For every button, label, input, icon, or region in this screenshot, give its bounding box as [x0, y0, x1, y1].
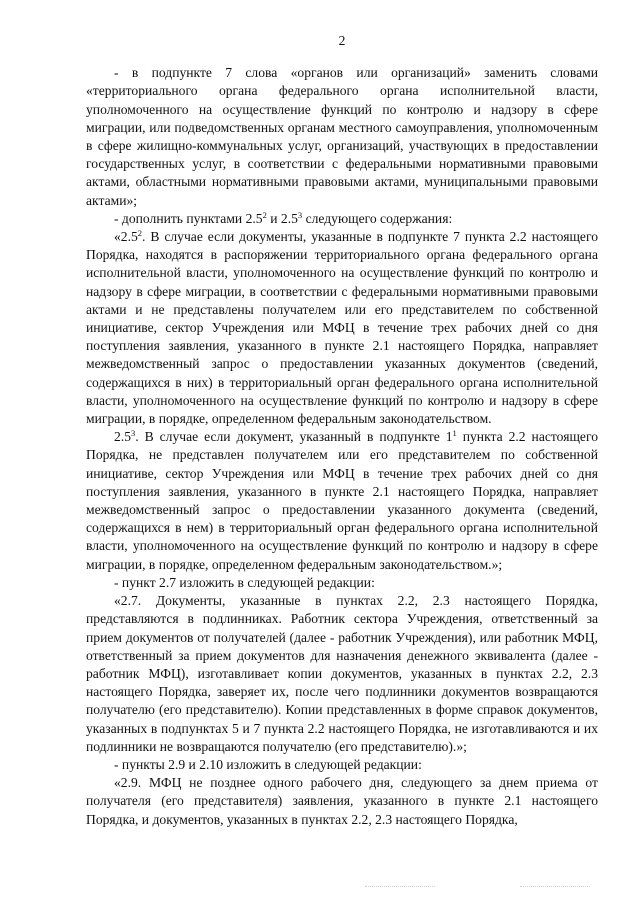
text-fragment: 2.5: [114, 429, 131, 445]
paragraph-point-2-9: «2.9. МФЦ не позднее одного рабочего дня, следующего за днем приема от получателя (его представителя) заявления, указанного в пункте 2.1 настоящего Порядка, и документов, указанных в пунктах 2.2, 2.3 настоящего Порядка,: [86, 775, 598, 827]
superscript: 2: [137, 228, 143, 239]
paragraph-point-2-5-2: [86, 228, 598, 428]
superscript: 2: [262, 209, 267, 220]
paragraph-points-2-9-2-10-intro: - пункты 2.9 и 2.10 изложить в следующей редакции:: [114, 756, 422, 772]
paragraph-subpoint-7: - в подпункте 7 слова «органов или организаций» заменить словами «территориального органа федерального органа исполнительной власти, уполномоченного на осуществление функций по контролю и надзору в сфере миграции, или подведомственных органам местного самоуправления, уполномоченным в сфере жилищно-коммунальных услуг, организаций, участвующих в предоставлении государственных услуг, в соответствии с федеральными нормативными правовыми актами, областными нормативными правовыми актами, муниципальными правовыми актами»;: [86, 65, 598, 208]
paragraph-add-points: [86, 210, 598, 228]
text-fragment: пункта 2.2 настоящего Порядка, не представлен получателем или его представителем по собственной инициативе, сектор Учреждения или МФЦ в течение трех рабочих дней со дня поступления заявления, указанного в пункте 2.1 настоящего Порядка, направляет межведомственный запрос о предоставлении указанного документа (сведений, содержащихся в нем) в территориальный орган федерального органа исполнительной власти, уполномоченного на осуществление функций по контролю и надзору в сфере миграции, в порядке, определенном федеральным законодательством.»;: [86, 429, 598, 572]
page-number: 2: [338, 33, 346, 48]
superscript: 3: [297, 209, 303, 220]
text-fragment: - дополнить пунктами 2.5: [114, 210, 263, 226]
superscript: 1: [452, 428, 457, 439]
scan-artifact: [365, 886, 435, 888]
text-fragment: . В случае если документ, указанный в подпункте 1: [135, 429, 453, 445]
text-fragment: . В случае если документы, указанные в подпункте 7 пункта 2.2 настоящего Порядка, находятся в распоряжении территориального органа федерального органа исполнительной власти, уполномоченного на осуществление функций по контролю и надзору в сфере миграции, в соответствии с федеральными нормативными правовыми актами и не представлены получателем или его представителем по собственной инициативе, сектор Учреждения или МФЦ в течение трех рабочих дней со дня поступления заявления, указанного в пункте 2.1 настоящего Порядка, направляет межведомственный запрос о предоставлении указанных документов (сведений, содержащихся в них) в территориальный орган федерального органа исполнительной власти, уполномоченного на осуществление функций по контролю и надзору в сфере миграции, в порядке, определенном федеральным законодательством.: [86, 229, 598, 427]
text-fragment: «2.5: [114, 229, 138, 245]
text-fragment: следующего содержания:: [302, 210, 453, 226]
scan-artifact: [520, 886, 590, 888]
paragraph-point-2-7: «2.7. Документы, указанные в пунктах 2.2, 2.3 настоящего Порядка, представляются в подлинниках. Работник сектора Учреждения, ответственный за прием документов от получателей (далее - работник Учреждения), или работник МФЦ, ответственный за прием документов для назначения денежного эквивалента (далее - работник МФЦ), изготавливает копии документов, указанных в пунктах 2.2, 2.3 настоящего Порядка, заверяет их, после чего подлинники документов возвращаются получателю (его представителю). Копии представленных в форме справок документов, указанных в подпунктах 5 и 7 пункта 2.2 настоящего Порядка, не изготавливаются и их подлинники не возвращаются получателю (его представителю).»;: [86, 593, 598, 754]
paragraph-point-2-7-intro: - пункт 2.7 изложить в следующей редакции:: [114, 574, 375, 590]
text-fragment: и 2.5: [266, 210, 298, 226]
paragraph-point-2-5-3: [86, 428, 598, 574]
superscript: 3: [131, 428, 136, 439]
